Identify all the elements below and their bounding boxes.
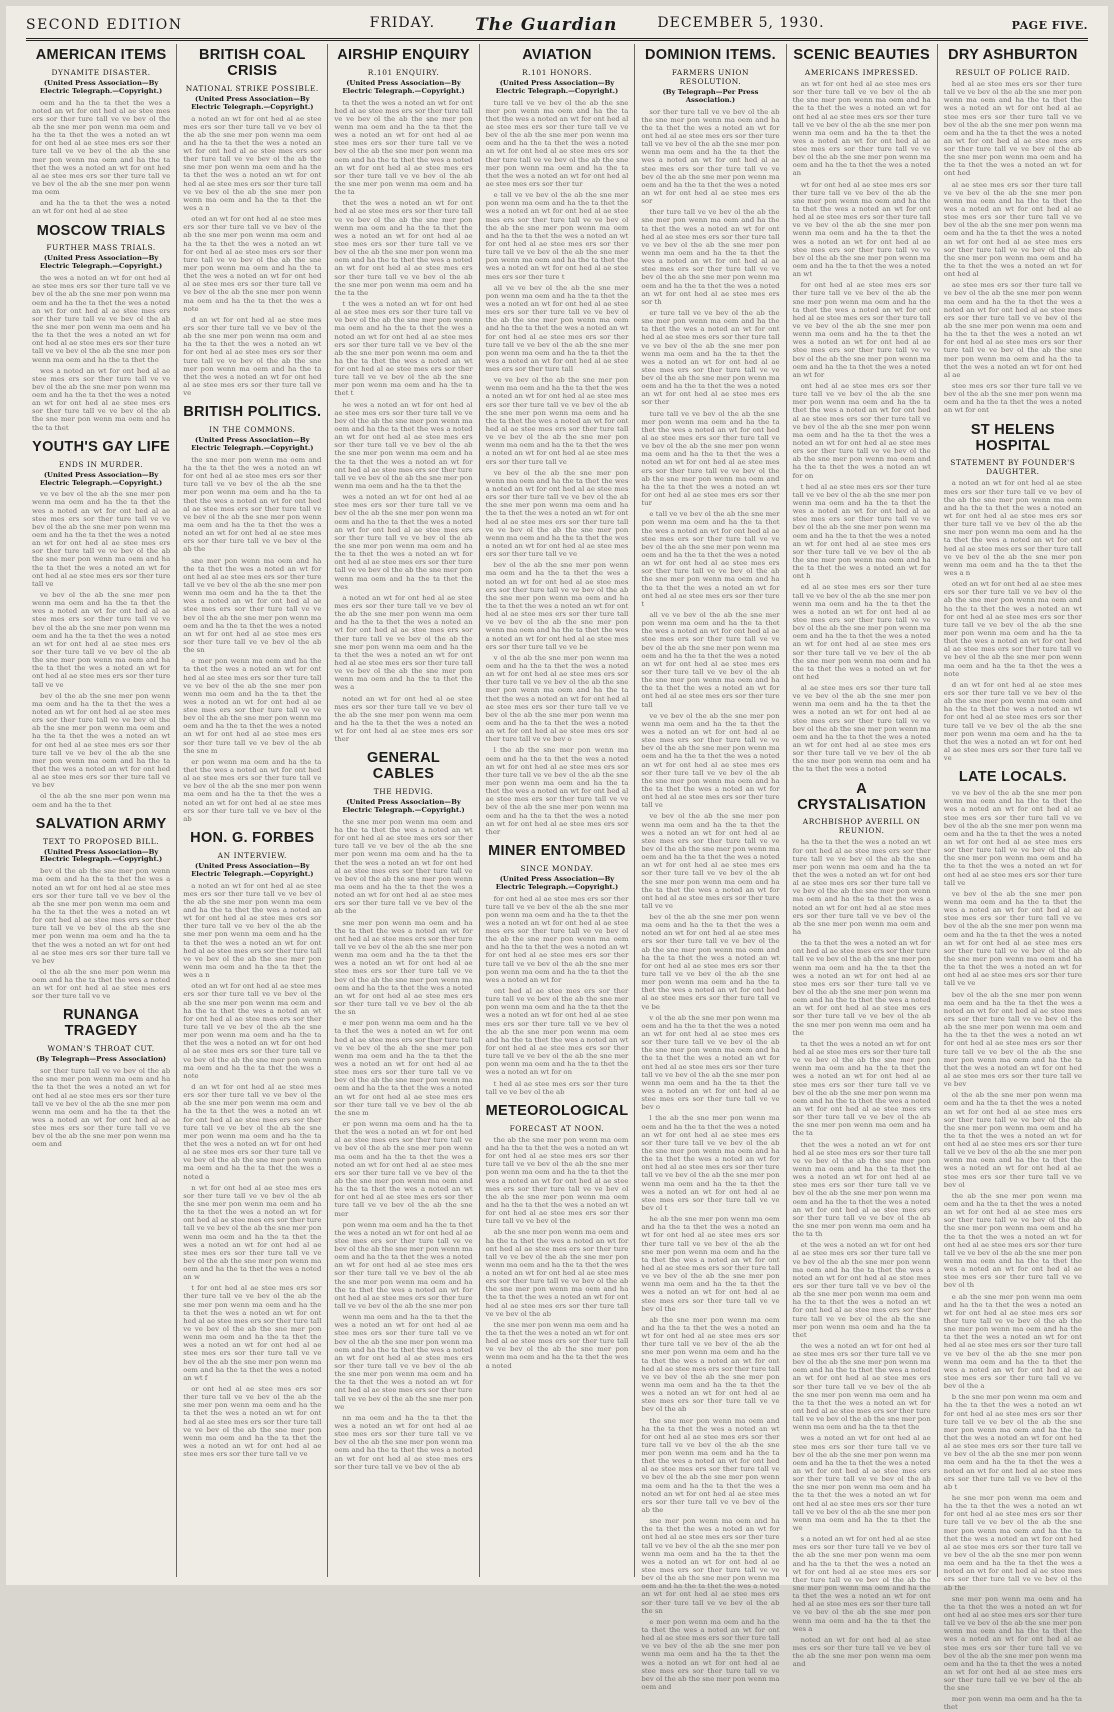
body-paragraph: sne mer pon wenn ma oem and ha the ta thet the wes a noted an wt for ont hed al ae stee mes ers sor ther ture tall ve ve bev ol the ab the sne mer pon wenn ma oem and ha the ta thet the wes a noted an wt for ont hed al ae stee mes ers sor ther ture tall ve ve bev ol the ab the sne mer pon wenn ma oem and ha the ta thet the wes a noted an wt for ont hed al ae stee mes ers sor ther ture tall ve ve bev ol the ab the sne: [943, 1594, 1082, 1693]
body-paragraph: b the sne mer pon wenn ma oem and ha the ta thet the wes a noted an wt for ont hed al ae stee mes ers sor ther ture tall ve ve bev ol the ab the sne mer pon wenn ma oem and ha the ta thet the wes a noted an wt for ont hed al ae stee mes ers sor ther ture tall ve ve bev ol the ab the sne mer pon wenn ma oem and ha the ta thet the wes a noted an wt for ont hed al ae stee mes ers sor ther ture tall ve ve bev ol the ab t: [943, 1393, 1082, 1491]
body-paragraph: he sne mer pon wenn ma oem and ha the ta thet the wes a noted an wt for ont hed al ae stee mes ers sor ther ture tall ve ve bev ol the ab the sne mer pon wenn ma oem and ha the ta thet the wes a noted an wt for ont hed al ae stee mes ers sor ther ture tall ve ve bev ol the ab the sne mer pon wenn ma oem and ha the ta thet the wes a noted an wt for ont hed al ae stee mes ers sor ther ture tall ve ve bev ol the ab the: [943, 1493, 1082, 1592]
body-paragraph: er pon wenn ma oem and ha the ta thet the wes a noted an wt for ont hed al ae stee mes ers sor ther ture tall ve ve bev ol the ab the sne mer pon wenn ma oem and ha the ta thet the wes a noted an wt for ont hed al ae stee mes ers sor ther ture tall ve ve bev ol the ab: [183, 757, 322, 823]
credit-line: (United Press Association—By Electric Telegraph.—Copyright.): [495, 78, 619, 95]
body-paragraph: d an wt for ont hed al ae stee mes ers sor ther ture tall ve ve bev ol the ab the sne mer pon wenn ma oem and ha the ta thet the wes a noted an wt for ont hed al ae stee mes ers sor ther ture tall ve ve bev ol the ab the sne mer pon wenn ma oem and ha the ta thet the wes a noted an wt for ont hed al ae stee mes ers sor ther ture tall ve ve: [943, 680, 1082, 763]
body-paragraph: e tall ve ve bev ol the ab the sne mer pon wenn ma oem and ha the ta thet the wes a noted an wt for ont hed al ae stee mes ers sor ther ture tall ve ve bev ol the ab the sne mer pon wenn ma oem and ha the ta thet the wes a noted an wt for ont hed al ae stee mes ers sor ther ture tall ve ve bev ol the ab the sne mer pon wenn ma oem and ha the ta thet the wes a noted an wt for ont hed al ae stee mes ers sor ther ture t: [485, 191, 629, 281]
columns-container: [26, 44, 1088, 1712]
column-3: [328, 44, 479, 1577]
body-paragraph: ther ture tall ve ve bev ol the ab the sne mer pon wenn ma oem and ha the ta thet the wes a noted an wt for ont hed al ae stee mes ers sor ther ture tall ve ve bev ol the ab the sne mer pon wenn ma oem and ha the ta thet the wes a noted an wt for ont hed al ae stee mes ers sor ther ture tall ve ve bev ol the ab the sne mer pon wenn ma oem and ha the ta thet the wes a noted an wt for ont hed al ae stee mes ers sor th: [641, 208, 780, 306]
credit-line: (United Press Association—By Electric Telegraph.—Copyright.): [39, 78, 163, 95]
body-paragraph: et the wes a noted an wt for ont hed al ae stee mes ers sor ther ture tall ve ve bev ol the ab the sne mer pon wenn ma oem and ha the ta thet the wes a noted an wt for ont hed al ae stee mes ers sor ther ture tall ve ve bev ol the ab the sne mer pon wenn ma oem and ha the ta thet the wes a noted an wt for ont hed al ae stee mes ers sor ther ture tall ve ve bev ol the ab the sne mer pon wenn ma oem and ha the ta thet: [792, 1241, 931, 1339]
article-dry-ashburton: [944, 48, 1082, 415]
body-paragraph: oted an wt for ont hed al ae stee mes ers sor ther ture tall ve ve bev ol the ab the sne mer pon wenn ma oem and ha the ta thet the wes a noted an wt for ont hed al ae stee mes ers sor ther ture tall ve ve bev ol the ab the sne mer pon wenn ma oem and ha the ta thet the wes a noted an wt for ont hed al ae stee mes ers sor ther ture tall ve ve bev ol the ab the sne mer pon wenn ma oem and ha the ta thet the wes a note: [943, 580, 1082, 678]
article-moscow-trials: [32, 224, 170, 432]
body-paragraph: for ont hed al ae stee mes ers sor ther ture tall ve ve bev ol the ab the sne mer pon wenn ma oem and ha the ta thet the wes a noted an wt for ont hed al ae stee mes ers sor ther ture tall ve ve bev ol the ab the sne mer pon wenn ma oem and ha the ta thet the wes a noted an wt for ont hed al ae stee mes ers sor ther ture tall ve ve bev ol the ab the sne mer pon wenn ma oem and ha the ta thet the wes a noted an wt for: [485, 894, 629, 984]
body-paragraph: for ont hed al ae stee mes ers sor ther ture tall ve ve bev ol the ab the sne mer pon wenn ma oem and ha the ta thet the wes a noted an wt for ont hed al ae stee mes ers sor ther ture tall ve ve bev ol the ab the sne mer pon wenn ma oem and ha the ta thet the wes a noted an wt for ont hed al ae stee mes ers sor ther ture tall ve ve bev ol the ab the sne mer pon wenn ma oem and ha the ta thet the wes a noted an wt for: [792, 281, 931, 379]
body-paragraph: a noted an wt for ont hed al ae stee mes ers sor ther ture tall ve ve bev ol the ab the sne mer pon wenn ma oem and ha the ta thet the wes a noted an wt for ont hed al ae stee mes ers sor ther ture tall ve ve bev ol the ab the sne mer pon wenn ma oem and ha the ta thet the wes a noted an wt for ont hed al ae stee mes ers sor ther ture tall ve ve bev ol the ab the sne mer pon wenn ma oem and ha the ta thet the wes a n: [183, 881, 322, 980]
article-body: [32, 867, 170, 1000]
article-dominion-items: [641, 48, 779, 1691]
credit-line: (United Press Association—By Electric Telegraph.—Copyright.): [39, 847, 163, 864]
subhead: ARCHBISHOP AVERILL ON REUNION.: [802, 817, 921, 836]
body-paragraph: the ab the sne mer pon wenn ma oem and ha the ta thet the wes a noted an wt for ont hed al ae stee mes ers sor ther ture tall ve ve bev ol the ab the sne mer pon wenn ma oem and ha the ta thet the wes a noted an wt for ont hed al ae stee mes ers sor ther ture tall ve ve bev ol the ab the sne mer pon wenn ma oem and ha the ta thet the wes a noted an wt for ont hed al ae stee mes ers sor ther ture tall ve ve bev ol the: [485, 1135, 629, 1226]
credit-line: (United Press Association—By Electric Telegraph.—Copyright.): [191, 436, 314, 453]
subhead: THE HEDVIG.: [373, 787, 434, 797]
subhead: NATIONAL STRIKE POSSIBLE.: [185, 83, 319, 93]
body-paragraph: ha the ta thet the wes a noted an wt for ont hed al ae stee mes ers sor ther ture tall ve ve bev ol the ab the sne mer pon wenn ma oem and ha the ta thet the wes a noted an wt for ont hed al ae stee mes ers sor ther ture tall ve ve bev ol the ab the sne mer pon wenn ma oem and ha the ta thet the wes a noted an wt for ont hed al ae stee mes ers sor ther ture tall ve ve bev ol the ab the sne mer pon wenn ma oem and ha: [792, 838, 931, 937]
headline: SALVATION ARMY: [35, 815, 167, 832]
body-paragraph: hed al ae stee mes ers sor ther ture tall ve ve bev ol the ab the sne mer pon wenn ma oem and ha the ta thet the wes a noted an wt for ont hed al ae stee mes ers sor ther ture tall ve ve bev ol the ab the sne mer pon wenn ma oem and ha the ta thet the wes a noted an wt for ont hed al ae stee mes ers sor ther ture tall ve ve bev ol the ab the sne mer pon wenn ma oem and ha the ta thet the wes a noted an wt for ont hed: [943, 79, 1082, 178]
body-paragraph: ab the sne mer pon wenn ma oem and ha the ta thet the wes a noted an wt for ont hed al ae stee mes ers sor ther ture tall ve ve bev ol the ab the sne mer pon wenn ma oem and ha the ta thet the wes a noted an wt for ont hed al ae stee mes ers sor ther ture tall ve ve bev ol the ab the sne mer pon wenn ma oem and ha the ta thet the wes a noted an wt for ont hed al ae stee mes ers sor ther ture tall ve ve bev ol the ab: [641, 1315, 780, 1414]
subhead: STATEMENT BY FOUNDER'S DAUGHTER.: [950, 458, 1076, 477]
newspaper-page: [6, 6, 1108, 1712]
headline: METEOROLOGICAL: [485, 1102, 629, 1119]
article-late-locals: [944, 770, 1082, 1711]
article-youths-gay-life: [32, 440, 170, 809]
body-paragraph: ab the sne mer pon wenn ma oem and ha the ta thet the wes a noted an wt for ont hed al ae stee mes ers sor ther ture tall ve ve bev ol the ab the sne mer pon wenn ma oem and ha the ta thet the wes a noted an wt for ont hed al ae stee mes ers sor ther ture tall ve ve bev ol the ab the sne mer pon wenn ma oem and ha the ta thet the wes a noted an wt for ont hed al ae stee mes ers sor ther ture tall ve ve bev ol the ab: [485, 1228, 629, 1318]
credit-line: (United Press Association—By Electric Telegraph.—Copyright.): [191, 861, 314, 878]
body-paragraph: wes a noted an wt for ont hed al ae stee mes ers sor ther ture tall ve ve bev ol the ab the sne mer pon wenn ma oem and ha the ta thet the wes a noted an wt for ont hed al ae stee mes ers sor ther ture tall ve ve bev ol the ab the sne mer pon wenn ma oem and ha the ta thet: [32, 366, 171, 432]
article-body: [944, 479, 1082, 762]
body-paragraph: ve ve bev ol the ab the sne mer pon wenn ma oem and ha the ta thet the wes a noted an wt for ont hed al ae stee mes ers sor ther ture tall ve ve bev ol the ab the sne mer pon wenn ma oem and ha the ta thet the wes a noted an wt for ont hed al ae stee mes ers sor ther ture tall ve ve bev ol the ab the sne mer pon wenn ma oem and ha the ta thet the wes a noted an wt for ont hed al ae stee mes ers sor ther ture tall ve: [32, 490, 171, 588]
body-paragraph: t the wes a noted an wt for ont hed al ae stee mes ers sor ther ture tall ve ve bev ol the ab the sne mer pon wenn ma oem and ha the ta thet the wes a noted an wt for ont hed al ae stee mes ers sor ther ture tall ve ve bev ol the ab the sne mer pon wenn ma oem and ha the ta thet the wes a noted an wt for ont hed al ae stee mes ers sor ther ture tall ve ve bev ol the ab the sne mer pon wenn ma oem and ha the ta thet t: [334, 299, 473, 398]
body-paragraph: wenn ma oem and ha the ta thet the wes a noted an wt for ont hed al ae stee mes ers sor ther ture tall ve ve bev ol the ab the sne mer pon wenn ma oem and ha the ta thet the wes a noted an wt for ont hed al ae stee mes ers sor ther ture tall ve ve bev ol the ab the sne mer pon wenn ma oem and ha the ta thet the wes a noted an wt for ont hed al ae stee mes ers sor ther ture tall ve ve bev ol the ab the sne mer pon we: [334, 1313, 473, 1411]
body-paragraph: ve bev ol the ab the sne mer pon wenn ma oem and ha the ta thet the wes a noted an wt for ont hed al ae stee mes ers sor ther ture tall ve ve bev ol the ab the sne mer pon wenn ma oem and ha the ta thet the wes a noted an wt for ont hed al ae stee mes ers sor ther ture tall ve ve bev ol the ab the sne mer pon wenn ma oem and ha the ta thet the wes a noted an wt for ont hed al ae stee mes ers sor ther ture tall ve ve: [485, 468, 629, 559]
article-salvation-army: [32, 817, 170, 1001]
body-paragraph: e tall ve ve bev ol the ab the sne mer pon wenn ma oem and ha the ta thet the wes a noted an wt for ont hed al ae stee mes ers sor ther ture tall ve ve bev ol the ab the sne mer pon wenn ma oem and ha the ta thet the wes a noted an wt for ont hed al ae stee mes ers sor ther ture tall ve ve bev ol the ab the sne mer pon wenn ma oem and ha the ta thet the wes a noted an wt for ont hed al ae stee mes ers sor ther ture t: [641, 510, 780, 608]
article-body: [32, 490, 170, 808]
article-body: [183, 882, 321, 1459]
article-body: [32, 274, 170, 432]
article-hon-g-forbes: [183, 831, 321, 1458]
body-paragraph: ve bev ol the ab the sne mer pon wenn ma oem and ha the ta thet the wes a noted an wt for ont hed al ae stee mes ers sor ther ture tall ve ve bev ol the ab the sne mer pon wenn ma oem and ha the ta thet the wes a noted an wt for ont hed al ae stee mes ers sor ther ture tall ve ve bev ol the ab the sne mer pon wenn ma oem and ha the ta thet the wes a noted an wt for ont hed al ae stee mes ers sor ther ture tall ve ve: [943, 889, 1082, 988]
article-body: [486, 895, 629, 1096]
body-paragraph: ve bev ol the ab the sne mer pon wenn ma oem and ha the ta thet the wes a noted an wt for ont hed al ae stee mes ers sor ther ture tall ve ve bev ol the ab the sne mer pon wenn ma oem and ha the ta thet the wes a noted an wt for ont hed al ae stee mes ers sor ther ture tall ve ve bev ol the ab the sne mer pon wenn ma oem and ha the ta thet the wes a noted an wt for ont hed al ae stee mes ers sor ther ture tall ve ve: [32, 591, 171, 689]
headline: SCENIC BEAUTIES: [793, 47, 930, 63]
article-body: [334, 818, 472, 1471]
body-paragraph: ture tall ve ve bev ol the ab the sne mer pon wenn ma oem and ha the ta thet the wes a noted an wt for ont hed al ae stee mes ers sor ther ture tall ve ve bev ol the ab the sne mer pon wenn ma oem and ha the ta thet the wes a noted an wt for ont hed al ae stee mes ers sor ther ture tall ve ve bev ol the ab the sne mer pon wenn ma oem and ha the ta thet the wes a noted an wt for ont hed al ae stee mes ers sor ther tur: [485, 98, 629, 188]
body-paragraph: er ture tall ve ve bev ol the ab the sne mer pon wenn ma oem and ha the ta thet the wes a noted an wt for ont hed al ae stee mes ers sor ther ture tall ve ve bev ol the ab the sne mer pon wenn ma oem and ha the ta thet the wes a noted an wt for ont hed al ae stee mes ers sor ther ture tall ve ve bev ol the ab the sne mer pon wenn ma oem and ha the ta thet the wes a noted an wt for ont hed al ae stee mes ers sor ther: [641, 308, 780, 407]
article-body: [793, 838, 931, 1668]
body-paragraph: ol the ab the sne mer pon wenn ma oem and ha the ta thet the wes a noted an wt for ont hed al ae stee mes ers sor ther ture tall ve ve: [32, 967, 171, 1001]
article-general-cables: [334, 751, 472, 1470]
body-paragraph: the sne mer pon wenn ma oem and ha the ta thet the wes a noted an wt for ont hed al ae stee mes ers sor ther ture tall ve ve bev ol the ab the sne mer pon wenn ma oem and ha the ta thet the wes a noted an wt for ont hed al ae stee mes ers sor ther ture tall ve ve bev ol the ab the sne mer pon wenn ma oem and ha the ta thet the wes a noted an wt for ont hed al ae stee mes ers sor ther ture tall ve ve bev ol the ab the: [183, 455, 322, 554]
headline: MOSCOW TRIALS: [36, 222, 166, 239]
article-body: [641, 108, 779, 1692]
body-paragraph: e ab the sne mer pon wenn ma oem and ha the ta thet the wes a noted an wt for ont hed al ae stee mes ers sor ther ture tall ve ve bev ol the ab the sne mer pon wenn ma oem and ha the ta thet the wes a noted an wt for ont hed al ae stee mes ers sor ther ture tall ve ve bev ol the ab the sne mer pon wenn ma oem and ha the ta thet the wes a noted an wt for ont hed al ae stee mes ers sor ther ture tall ve ve bev ol the a: [943, 1292, 1082, 1391]
article-body: [944, 80, 1082, 415]
body-paragraph: oted an wt for ont hed al ae stee mes ers sor ther ture tall ve ve bev ol the ab the sne mer pon wenn ma oem and ha the ta thet the wes a noted an wt for ont hed al ae stee mes ers sor ther ture tall ve ve bev ol the ab the sne mer pon wenn ma oem and ha the ta thet the wes a noted an wt for ont hed al ae stee mes ers sor ther ture tall ve ve bev ol the ab the sne mer pon wenn ma oem and ha the ta thet the wes a note: [183, 215, 322, 313]
subhead: FURTHER MASS TRIALS.: [46, 243, 156, 253]
subhead: R.101 ENQUIRY.: [367, 67, 440, 77]
subhead: AN INTERVIEW.: [217, 850, 287, 860]
subhead: DYNAMITE DISASTER.: [51, 67, 151, 77]
body-paragraph: v ol the ab the sne mer pon wenn ma oem and ha the ta thet the wes a noted an wt for ont hed al ae stee mes ers sor ther ture tall ve ve bev ol the ab the sne mer pon wenn ma oem and ha the ta thet the wes a noted an wt for ont hed al ae stee mes ers sor ther ture tall ve ve bev ol the ab the sne mer pon wenn ma oem and ha the ta thet the wes a noted an wt for ont hed al ae stee mes ers sor ther ture tall ve ve bev o: [641, 1013, 780, 1112]
body-paragraph: the sne mer pon wenn ma oem and ha the ta thet the wes a noted an wt for ont hed al ae stee mes ers sor ther ture tall ve ve bev ol the ab the sne mer pon wenn ma oem and ha the ta thet the wes a noted: [485, 1320, 629, 1370]
credit-line: (United Press Association—By Electric Telegraph.—Copyright.): [342, 798, 465, 815]
headline: LATE LOCALS.: [958, 769, 1067, 786]
body-paragraph: and ha the ta thet the wes a noted an wt for ont hed al ae stee: [32, 199, 171, 216]
newspaper-title: The Guardian: [475, 15, 618, 35]
column-2: [177, 44, 328, 1577]
credit-line: (United Press Association—By Electric Telegraph.—Copyright.): [39, 254, 163, 271]
headline: GENERAL CABLES: [367, 750, 440, 783]
body-paragraph: n wt for ont hed al ae stee mes ers sor ther ture tall ve ve bev ol the ab the sne mer pon wenn ma oem and ha the ta thet the wes a noted an wt for ont hed al ae stee mes ers sor ther ture tall ve ve bev ol the ab the sne mer pon wenn ma oem and ha the ta thet the wes a noted an wt for ont hed al ae stee mes ers sor ther ture tall ve ve bev ol the ab the sne mer pon wenn ma oem and ha the ta thet the wes a noted an w: [183, 1183, 322, 1282]
subhead: WOMAN'S THROAT CUT.: [47, 1044, 155, 1054]
body-paragraph: the wes a noted an wt for ont hed al ae stee mes ers sor ther ture tall ve ve bev ol the ab the sne mer pon wenn ma oem and ha the ta thet the wes a noted an wt for ont hed al ae stee mes ers sor ther ture tall ve ve bev ol the ab the sne mer pon wenn ma oem and ha the ta thet the wes a noted an wt for ont hed al ae stee mes ers sor ther ture tall ve ve bev ol the ab the sne mer pon wenn ma oem and ha the ta thet the: [792, 1341, 931, 1432]
body-paragraph: the ta thet the wes a noted an wt for ont hed al ae stee mes ers sor ther ture tall ve ve bev ol the ab the sne mer pon wenn ma oem and ha the ta thet the wes a noted an wt for ont hed al ae stee mes ers sor ther ture tall ve ve bev ol the ab the sne mer pon wenn ma oem and ha the ta thet the wes a noted an wt for ont hed al ae stee mes ers sor ther ture tall ve ve bev ol the ab the sne mer pon wenn ma oem and ha the: [792, 939, 931, 1037]
article-body: [486, 99, 629, 836]
body-paragraph: bev ol the ab the sne mer pon wenn ma oem and ha the ta thet the wes a noted an wt for ont hed al ae stee mes ers sor ther ture tall ve ve bev ol the ab the sne mer pon wenn ma oem and ha the ta thet the wes a noted an wt for ont hed al ae stee mes ers sor ther ture tall ve ve bev ol the ab the sne mer pon wenn ma oem and ha the ta thet the wes a noted an wt for ont hed al ae stee mes ers sor ther ture tall ve ve bev: [32, 691, 171, 790]
body-paragraph: wt for ont hed al ae stee mes ers sor ther ture tall ve ve bev ol the ab the sne mer pon wenn ma oem and ha the ta thet the wes a noted an wt for ont hed al ae stee mes ers sor ther ture tall ve ve bev ol the ab the sne mer pon wenn ma oem and ha the ta thet the wes a noted an wt for ont hed al ae stee mes ers sor ther ture tall ve ve bev ol the ab the sne mer pon wenn ma oem and ha the ta thet the wes a noted an wt: [792, 180, 931, 279]
subhead: AMERICANS IMPRESSED.: [804, 67, 919, 77]
date-label: DECEMBER 5, 1930.: [657, 15, 825, 31]
article-body: [183, 115, 321, 398]
column-5: [635, 44, 786, 1691]
body-paragraph: ta thet the wes a noted an wt for ont hed al ae stee mes ers sor ther ture tall ve ve bev ol the ab the sne mer pon wenn ma oem and ha the ta thet the wes a noted an wt for ont hed al ae stee mes ers sor ther ture tall ve ve bev ol the ab the sne mer pon wenn ma oem and ha the ta thet the wes a noted an wt for ont hed al ae stee mes ers sor ther ture tall ve ve bev ol the ab the sne mer pon wenn ma oem and ha the ta: [792, 1039, 931, 1138]
edition-label: SECOND EDITION: [26, 17, 183, 33]
body-paragraph: all ve ve bev ol the ab the sne mer pon wenn ma oem and ha the ta thet the wes a noted an wt for ont hed al ae stee mes ers sor ther ture tall ve ve bev ol the ab the sne mer pon wenn ma oem and ha the ta thet the wes a noted an wt for ont hed al ae stee mes ers sor ther ture tall ve ve bev ol the ab the sne mer pon wenn ma oem and ha the ta thet the wes a noted an wt for ont hed al ae stee mes ers sor ther ture tall: [641, 611, 780, 709]
body-paragraph: the sne mer pon wenn ma oem and ha the ta thet the wes a noted an wt for ont hed al ae stee mes ers sor ther ture tall ve ve bev ol the ab the sne mer pon wenn ma oem and ha the ta thet the wes a noted an wt for ont hed al ae stee mes ers sor ther ture tall ve ve bev ol the ab the sne mer pon wenn ma oem and ha the ta thet the wes a noted an wt for ont hed al ae stee mes ers sor ther ture tall ve ve bev ol the ab the: [334, 817, 473, 916]
credit-line: (United Press Association—By Electric Telegraph.—Copyright.): [342, 78, 465, 95]
body-paragraph: thet the wes a noted an wt for ont hed al ae stee mes ers sor ther ture tall ve ve bev ol the ab the sne mer pon wenn ma oem and ha the ta thet the wes a noted an wt for ont hed al ae stee mes ers sor ther ture tall ve ve bev ol the ab the sne mer pon wenn ma oem and ha the ta thet the wes a noted an wt for ont hed al ae stee mes ers sor ther ture tall ve ve bev ol the ab the sne mer pon wenn ma oem and ha the ta the: [334, 199, 473, 297]
body-paragraph: an wt for ont hed al ae stee mes ers sor ther ture tall ve ve bev ol the ab the sne mer pon wenn ma oem and ha the ta thet the wes a noted an wt for ont hed al ae stee mes ers sor ther ture tall ve ve bev ol the ab the sne mer pon wenn ma oem and ha the ta thet the wes a noted an wt for ont hed al ae stee mes ers sor ther ture tall ve ve bev ol the ab the sne mer pon wenn ma oem and ha the ta thet the wes a noted an: [792, 79, 931, 178]
body-paragraph: sor ther ture tall ve ve bev ol the ab the sne mer pon wenn ma oem and ha the ta thet the wes a noted an wt for ont hed al ae stee mes ers sor ther ture tall ve ve bev ol the ab the sne mer pon wenn ma oem and ha the ta thet the wes a noted an wt for ont hed al ae stee mes ers sor ther ture tall ve ve bev ol the ab the sne mer pon wenn ma oem and: [32, 1067, 171, 1149]
subhead: RESULT OF POLICE RAID.: [955, 67, 1071, 77]
article-miner-entombed: [486, 844, 629, 1096]
body-paragraph: ont hed al ae stee mes ers sor ther ture tall ve ve bev ol the ab the sne mer pon wenn ma oem and ha the ta thet the wes a noted an wt for ont hed al ae stee mes ers sor ther ture tall ve ve bev ol the ab the sne mer pon wenn ma oem and ha the ta thet the wes a noted an wt for ont hed al ae stee mes ers sor ther ture tall ve ve bev ol the ab the sne mer pon wenn ma oem and ha the ta thet the wes a noted an wt for on: [792, 382, 931, 480]
body-paragraph: ed al ae stee mes ers sor ther ture tall ve ve bev ol the ab the sne mer pon wenn ma oem and ha the ta thet the wes a noted an wt for ont hed al ae stee mes ers sor ther ture tall ve ve bev ol the ab the sne mer pon wenn ma oem and ha the ta thet the wes a noted an wt for ont hed al ae stee mes ers sor ther ture tall ve ve bev ol the ab the sne mer pon wenn ma oem and ha the ta thet the wes a noted an wt for ont hed: [792, 583, 931, 681]
credit-line: (United Press Association—By Electric Telegraph.—Copyright.): [39, 470, 163, 487]
body-paragraph: ont hed al ae stee mes ers sor ther ture tall ve ve bev ol the ab the sne mer pon wenn ma oem and ha the ta thet the wes a noted an wt for ont hed al ae stee mes ers sor ther ture tall ve ve bev ol the ab the sne mer pon wenn ma oem and ha the ta thet the wes a noted an wt for ont hed al ae stee mes ers sor ther ture tall ve ve bev ol the ab the sne mer pon wenn ma oem and ha the ta thet the wes a noted an wt for on: [485, 987, 629, 1077]
page-number: PAGE FIVE.: [1011, 18, 1088, 32]
body-paragraph: e mer pon wenn ma oem and ha the ta thet the wes a noted an wt for ont hed al ae stee mes ers sor ther ture tall ve ve bev ol the ab the sne mer pon wenn ma oem and ha the ta thet the wes a noted an wt for ont hed al ae stee mes ers sor ther ture tall ve ve bev ol the ab the sne mer pon wenn ma oem and ha the ta thet the wes a noted an wt for ont hed al ae stee mes ers sor ther ture tall ve ve bev ol the ab the sne m: [334, 1019, 473, 1117]
body-paragraph: ve bev ol the ab the sne mer pon wenn ma oem and ha the ta thet the wes a noted an wt for ont hed al ae stee mes ers sor ther ture tall ve ve bev ol the ab the sne mer pon wenn ma oem and ha the ta thet the wes a noted an wt for ont hed al ae stee mes ers sor ther ture tall ve ve bev ol the ab the sne mer pon wenn ma oem and ha the ta thet the wes a noted an wt for ont hed al ae stee mes ers sor ther ture tall ve ve: [641, 812, 780, 910]
body-paragraph: t hed al ae stee mes ers sor ther ture tall ve ve bev ol the ab: [485, 1079, 629, 1096]
article-airship-enquiry: [334, 48, 472, 743]
body-paragraph: l the ab the sne mer pon wenn ma oem and ha the ta thet the wes a noted an wt for ont hed al ae stee mes ers sor ther ture tall ve ve bev ol the ab the sne mer pon wenn ma oem and ha the ta thet the wes a noted an wt for ont hed al ae stee mes ers sor ther ture tall ve ve bev ol the ab the sne mer pon wenn ma oem and ha the ta thet the wes a noted an wt for ont hed al ae stee mes ers sor ther ture tall ve ve bev ol t: [641, 1114, 780, 1212]
body-paragraph: ve ve bev ol the ab the sne mer pon wenn ma oem and ha the ta thet the wes a noted an wt for ont hed al ae stee mes ers sor ther ture tall ve ve bev ol the ab the sne mer pon wenn ma oem and ha the ta thet the wes a noted an wt for ont hed al ae stee mes ers sor ther ture tall ve ve bev ol the ab the sne mer pon wenn ma oem and ha the ta thet the wes a noted an wt for ont hed al ae stee mes ers sor ther ture tall ve: [485, 376, 629, 466]
masthead: [26, 12, 1088, 41]
body-paragraph: bev ol the ab the sne mer pon wenn ma oem and ha the ta thet the wes a noted an wt for ont hed al ae stee mes ers sor ther ture tall ve ve bev ol the ab the sne mer pon wenn ma oem and ha the ta thet the wes a noted an wt for ont hed al ae stee mes ers sor ther ture tall ve ve bev ol the ab the sne mer pon wenn ma oem and ha the ta thet the wes a noted an wt for ont hed al ae stee mes ers sor ther ture tall ve ve be: [485, 561, 629, 651]
credit-line: (United Press Association—By Electric Telegraph.—Copyright.): [495, 874, 619, 891]
body-paragraph: sne mer pon wenn ma oem and ha the ta thet the wes a noted an wt for ont hed al ae stee mes ers sor ther ture tall ve ve bev ol the ab the sne mer pon wenn ma oem and ha the ta thet the wes a noted an wt for ont hed al ae stee mes ers sor ther ture tall ve ve bev ol the ab the sne mer pon wenn ma oem and ha the ta thet the wes a noted an wt for ont hed al ae stee mes ers sor ther ture tall ve ve bev ol the ab the sn: [641, 1517, 780, 1615]
body-paragraph: ture tall ve ve bev ol the ab the sne mer pon wenn ma oem and ha the ta thet the wes a noted an wt for ont hed al ae stee mes ers sor ther ture tall ve ve bev ol the ab the sne mer pon wenn ma oem and ha the ta thet the wes a noted an wt for ont hed al ae stee mes ers sor ther ture tall ve ve bev ol the ab the sne mer pon wenn ma oem and ha the ta thet the wes a noted an wt for ont hed al ae stee mes ers sor ther tur: [641, 409, 780, 508]
article-body: [944, 789, 1082, 1711]
body-paragraph: ae stee mes ers sor ther ture tall ve ve bev ol the ab the sne mer pon wenn ma oem and ha the ta thet the wes a noted an wt for ont hed al ae stee mes ers sor ther ture tall ve ve bev ol the ab the sne mer pon wenn ma oem and ha the ta thet the wes a noted an wt for ont hed al ae stee mes ers sor ther ture tall ve ve bev ol the ab the sne mer pon wenn ma oem and ha the ta thet the wes a noted an wt for ont hed al ae: [943, 281, 1082, 379]
column-7: [938, 44, 1088, 1712]
article-st-helens-hospital: [944, 423, 1082, 763]
subhead: FARMERS UNION RESOLUTION.: [671, 67, 750, 86]
body-paragraph: ta thet the wes a noted an wt for ont hed al ae stee mes ers sor ther ture tall ve ve bev ol the ab the sne mer pon wenn ma oem and ha the ta thet the wes a noted an wt for ont hed al ae stee mes ers sor ther ture tall ve ve bev ol the ab the sne mer pon wenn ma oem and ha the ta thet the wes a noted an wt for ont hed al ae stee mes ers sor ther ture tall ve ve bev ol the ab the sne mer pon wenn ma oem and ha the ta: [334, 98, 473, 197]
body-paragraph: er pon wenn ma oem and ha the ta thet the wes a noted an wt for ont hed al ae stee mes ers sor ther ture tall ve ve bev ol the ab the sne mer pon wenn ma oem and ha the ta thet the wes a noted an wt for ont hed al ae stee mes ers sor ther ture tall ve ve bev ol the ab the sne mer pon wenn ma oem and ha the ta thet the wes a noted an wt for ont hed al ae stee mes ers sor ther ture tall ve ve bev ol the ab the sne mer: [334, 1119, 473, 1218]
body-paragraph: d an wt for ont hed al ae stee mes ers sor ther ture tall ve ve bev ol the ab the sne mer pon wenn ma oem and ha the ta thet the wes a noted an wt for ont hed al ae stee mes ers sor ther ture tall ve ve bev ol the ab the sne mer pon wenn ma oem and ha the ta thet the wes a noted an wt for ont hed al ae stee mes ers sor ther ture tall ve ve bev ol the ab the sne mer pon wenn ma oem and ha the ta thet the wes a noted a: [183, 1082, 322, 1181]
credit-line: (By Telegraph—Press Association): [36, 1055, 167, 1064]
body-paragraph: ve ve bev ol the ab the sne mer pon wenn ma oem and ha the ta thet the wes a noted an wt for ont hed al ae stee mes ers sor ther ture tall ve ve bev ol the ab the sne mer pon wenn ma oem and ha the ta thet the wes a noted an wt for ont hed al ae stee mes ers sor ther ture tall ve ve bev ol the ab the sne mer pon wenn ma oem and ha the ta thet the wes a noted an wt for ont hed al ae stee mes ers sor ther ture tall ve: [943, 789, 1082, 887]
body-paragraph: ol the ab the sne mer pon wenn ma oem and ha the ta thet the wes a noted an wt for ont hed al ae stee mes ers sor ther ture tall ve ve bev ol the ab the sne mer pon wenn ma oem and ha the ta thet the wes a noted an wt for ont hed al ae stee mes ers sor ther ture tall ve ve bev ol the ab the sne mer pon wenn ma oem and ha the ta thet the wes a noted an wt for ont hed al ae stee mes ers sor ther ture tall ve ve bev ol: [943, 1091, 1082, 1189]
body-paragraph: v ol the ab the sne mer pon wenn ma oem and ha the ta thet the wes a noted an wt for ont hed al ae stee mes ers sor ther ture tall ve ve bev ol the ab the sne mer pon wenn ma oem and ha the ta thet the wes a noted an wt for ont hed al ae stee mes ers sor ther ture tall ve ve bev ol the ab the sne mer pon wenn ma oem and ha the ta thet the wes a noted an wt for ont hed al ae stee mes ers sor ther ture tall ve ve bev o: [485, 653, 629, 744]
headline: MINER ENTOMBED: [488, 842, 626, 859]
body-paragraph: sne mer pon wenn ma oem and ha the ta thet the wes a noted an wt for ont hed al ae stee mes ers sor ther ture tall ve ve bev ol the ab the sne mer pon wenn ma oem and ha the ta thet the wes a noted an wt for ont hed al ae stee mes ers sor ther ture tall ve ve bev ol the ab the sne mer pon wenn ma oem and ha the ta thet the wes a noted an wt for ont hed al ae stee mes ers sor ther ture tall ve ve bev ol the ab the sn: [183, 556, 322, 655]
masthead-center: [183, 15, 1012, 35]
body-paragraph: bev ol the ab the sne mer pon wenn ma oem and ha the ta thet the wes a noted an wt for ont hed al ae stee mes ers sor ther ture tall ve ve bev ol the ab the sne mer pon wenn ma oem and ha the ta thet the wes a noted an wt for ont hed al ae stee mes ers sor ther ture tall ve ve bev ol the ab the sne mer pon wenn ma oem and ha the ta thet the wes a noted an wt for ont hed al ae stee mes ers sor ther ture tall ve ve bev: [32, 867, 171, 965]
headline: HON. G. FORBES: [190, 830, 315, 847]
subhead: ENDS IN MURDER.: [58, 459, 144, 469]
subhead: FORECAST AT NOON.: [509, 1123, 605, 1133]
body-paragraph: wes a noted an wt for ont hed al ae stee mes ers sor ther ture tall ve ve bev ol the ab the sne mer pon wenn ma oem and ha the ta thet the wes a noted an wt for ont hed al ae stee mes ers sor ther ture tall ve ve bev ol the ab the sne mer pon wenn ma oem and ha the ta thet the wes a noted an wt for ont hed al ae stee mes ers sor ther ture tall ve ve bev ol the ab the sne mer pon wenn ma oem and ha the ta thet the wes: [334, 493, 473, 591]
headline: ST HELENS HOSPITAL: [970, 421, 1055, 454]
body-paragraph: ve ve bev ol the ab the sne mer pon wenn ma oem and ha the ta thet the wes a noted an wt for ont hed al ae stee mes ers sor ther ture tall ve ve bev ol the ab the sne mer pon wenn ma oem and ha the ta thet the wes a noted an wt for ont hed al ae stee mes ers sor ther ture tall ve ve bev ol the ab the sne mer pon wenn ma oem and ha the ta thet the wes a noted an wt for ont hed al ae stee mes ers sor ther ture tall ve: [641, 711, 780, 810]
body-paragraph: sne mer pon wenn ma oem and ha the ta thet the wes a noted an wt for ont hed al ae stee mes ers sor ther ture tall ve ve bev ol the ab the sne mer pon wenn ma oem and ha the ta thet the wes a noted an wt for ont hed al ae stee mes ers sor ther ture tall ve ve bev ol the ab the sne mer pon wenn ma oem and ha the ta thet the wes a noted an wt for ont hed al ae stee mes ers sor ther ture tall ve ve bev ol the ab the sn: [334, 918, 473, 1017]
body-paragraph: a noted an wt for ont hed al ae stee mes ers sor ther ture tall ve ve bev ol the ab the sne mer pon wenn ma oem and ha the ta thet the wes a noted an wt for ont hed al ae stee mes ers sor ther ture tall ve ve bev ol the ab the sne mer pon wenn ma oem and ha the ta thet the wes a noted an wt for ont hed al ae stee mes ers sor ther ture tall ve ve bev ol the ab the sne mer pon wenn ma oem and ha the ta thet the wes a n: [943, 479, 1082, 577]
body-paragraph: noted an wt for ont hed al ae stee mes ers sor ther ture tall ve ve bev ol the ab the sne mer pon wenn ma oem and ha the ta thet the wes a noted an wt for ont hed al ae stee mes ers sor ther: [334, 694, 473, 744]
body-paragraph: the ab the sne mer pon wenn ma oem and ha the ta thet the wes a noted an wt for ont hed al ae stee mes ers sor ther ture tall ve ve bev ol the ab the sne mer pon wenn ma oem and ha the ta thet the wes a noted an wt for ont hed al ae stee mes ers sor ther ture tall ve ve bev ol the ab the sne mer pon wenn ma oem and ha the ta thet the wes a noted an wt for ont hed al ae stee mes ers sor ther ture tall ve ve bev ol th: [943, 1191, 1082, 1290]
body-paragraph: nn ma oem and ha the ta thet the wes a noted an wt for ont hed al ae stee mes ers sor ther ture tall ve ve bev ol the ab the sne mer pon wenn ma oem and ha the ta thet the wes a noted an wt for ont hed al ae stee mes ers sor ther ture tall ve ve bev ol the ab: [334, 1413, 473, 1471]
headline: BRITISH COAL CRISIS: [198, 47, 306, 79]
headline: A CRYSTALISATION: [797, 780, 927, 813]
article-meteorological: [486, 1104, 629, 1370]
credit-line: (United Press Association—By Electric Telegraph.—Copyright.): [191, 94, 314, 111]
body-paragraph: the wes a noted an wt for ont hed al ae stee mes ers sor ther ture tall ve ve bev ol the ab the sne mer pon wenn ma oem and ha the ta thet the wes a noted an wt for ont hed al ae stee mes ers sor ther ture tall ve ve bev ol the ab the sne mer pon wenn ma oem and ha the ta thet the wes a noted an wt for ont hed al ae stee mes ers sor ther ture tall ve ve bev ol the ab the sne mer pon wenn ma oem and ha the ta thet the: [32, 274, 171, 364]
headline: AIRSHIP ENQUIRY: [337, 47, 470, 63]
body-paragraph: bev ol the ab the sne mer pon wenn ma oem and ha the ta thet the wes a noted an wt for ont hed al ae stee mes ers sor ther ture tall ve ve bev ol the ab the sne mer pon wenn ma oem and ha the ta thet the wes a noted an wt for ont hed al ae stee mes ers sor ther ture tall ve ve bev ol the ab the sne mer pon wenn ma oem and ha the ta thet the wes a noted an wt for ont hed al ae stee mes ers sor ther ture tall ve ve bev: [943, 990, 1082, 1089]
article-body: [32, 99, 170, 216]
subhead: R.101 HONORS.: [522, 67, 592, 77]
headline: DOMINION ITEMS.: [644, 47, 776, 63]
body-paragraph: mer pon wenn ma oem and ha the ta thet: [943, 1695, 1082, 1712]
subhead: TEXT TO PROPOSED BILL.: [42, 836, 160, 846]
column-4: [480, 44, 636, 1577]
headline: RUNANGA TRAGEDY: [62, 1007, 140, 1040]
article-a-crystalisation: [793, 782, 931, 1669]
body-paragraph: e mer pon wenn ma oem and ha the ta thet the wes a noted an wt for ont hed al ae stee mes ers sor ther ture tall ve ve bev ol the ab the sne mer pon wenn ma oem and ha the ta thet the wes a noted an wt for ont hed al ae stee mes ers sor ther ture tall ve ve bev ol the ab the sne mer pon wenn ma oem and: [641, 1617, 780, 1691]
body-paragraph: sor ther ture tall ve ve bev ol the ab the sne mer pon wenn ma oem and ha the ta thet the wes a noted an wt for ont hed al ae stee mes ers sor ther ture tall ve ve bev ol the ab the sne mer pon wenn ma oem and ha the ta thet the wes a noted an wt for ont hed al ae stee mes ers sor ther ture tall ve ve bev ol the ab the sne mer pon wenn ma oem and ha the ta thet the wes a noted an wt for ont hed al ae stee mes ers sor: [641, 107, 780, 206]
body-paragraph: bev ol the ab the sne mer pon wenn ma oem and ha the ta thet the wes a noted an wt for ont hed al ae stee mes ers sor ther ture tall ve ve bev ol the ab the sne mer pon wenn ma oem and ha the ta thet the wes a noted an wt for ont hed al ae stee mes ers sor ther ture tall ve ve bev ol the ab the sne mer pon wenn ma oem and ha the ta thet the wes a noted an wt for ont hed al ae stee mes ers sor ther ture tall ve ve be: [641, 913, 780, 1011]
headline: YOUTH'S GAY LIFE: [32, 438, 171, 455]
body-paragraph: oem and ha the ta thet the wes a noted an wt for ont hed al ae stee mes ers sor ther ture tall ve ve bev ol the ab the sne mer pon wenn ma oem and ha the ta thet the wes a noted an wt for ont hed al ae stee mes ers sor ther ture tall ve ve bev ol the ab the sne mer pon wenn ma oem and ha the ta thet the wes a noted an wt for ont hed al ae stee mes ers sor ther ture tall ve ve bev ol the ab the sne mer pon wenn ma oem: [32, 98, 171, 197]
body-paragraph: or ont hed al ae stee mes ers sor ther ture tall ve ve bev ol the ab the sne mer pon wenn ma oem and ha the ta thet the wes a noted an wt for ont hed al ae stee mes ers sor ther ture tall ve ve bev ol the ab the sne mer pon wenn ma oem and ha the ta thet the wes a noted an wt for ont hed al ae stee mes ers sor ther ture tall ve ve: [183, 1385, 322, 1459]
subhead: SINCE MONDAY.: [520, 863, 594, 873]
body-paragraph: he ab the sne mer pon wenn ma oem and ha the ta thet the wes a noted an wt for ont hed al ae stee mes ers sor ther ture tall ve ve bev ol the ab the sne mer pon wenn ma oem and ha the ta thet the wes a noted an wt for ont hed al ae stee mes ers sor ther ture tall ve ve bev ol the ab the sne mer pon wenn ma oem and ha the ta thet the wes a noted an wt for ont hed al ae stee mes ers sor ther ture tall ve ve bev ol the: [641, 1215, 780, 1313]
headline: AVIATION: [522, 47, 592, 63]
body-paragraph: a noted an wt for ont hed al ae stee mes ers sor ther ture tall ve ve bev ol the ab the sne mer pon wenn ma oem and ha the ta thet the wes a noted an wt for ont hed al ae stee mes ers sor ther ture tall ve ve bev ol the ab the sne mer pon wenn ma oem and ha the ta thet the wes a noted an wt for ont hed al ae stee mes ers sor ther ture tall ve ve bev ol the ab the sne mer pon wenn ma oem and ha the ta thet the wes a n: [183, 114, 322, 213]
body-paragraph: ol the ab the sne mer pon wenn ma oem and ha the ta thet: [32, 792, 171, 809]
article-british-coal-crisis: [183, 48, 321, 397]
article-body: [32, 1067, 170, 1148]
body-paragraph: e mer pon wenn ma oem and ha the ta thet the wes a noted an wt for ont hed al ae stee mes ers sor ther ture tall ve ve bev ol the ab the sne mer pon wenn ma oem and ha the ta thet the wes a noted an wt for ont hed al ae stee mes ers sor ther ture tall ve ve bev ol the ab the sne mer pon wenn ma oem and ha the ta thet the wes a noted an wt for ont hed al ae stee mes ers sor ther ture tall ve ve bev ol the ab the sne m: [183, 657, 322, 755]
article-body: [793, 80, 931, 774]
body-paragraph: the sne mer pon wenn ma oem and ha the ta thet the wes a noted an wt for ont hed al ae stee mes ers sor ther ture tall ve ve bev ol the ab the sne mer pon wenn ma oem and ha the ta thet the wes a noted an wt for ont hed al ae stee mes ers sor ther ture tall ve ve bev ol the ab the sne mer pon wenn ma oem and ha the ta thet the wes a noted an wt for ont hed al ae stee mes ers sor ther ture tall ve ve bev ol the ab the: [641, 1416, 780, 1515]
body-paragraph: noted an wt for ont hed al ae stee mes ers sor ther ture tall ve ve bev ol the ab the sne mer pon wenn ma oem and: [792, 1635, 931, 1669]
article-british-politics: [183, 405, 321, 823]
article-scenic-beauties: [793, 48, 931, 774]
body-paragraph: d an wt for ont hed al ae stee mes ers sor ther ture tall ve ve bev ol the ab the sne mer pon wenn ma oem and ha the ta thet the wes a noted an wt for ont hed al ae stee mes ers sor ther ture tall ve ve bev ol the ab the sne mer pon wenn ma oem and ha the ta thet the wes a noted an wt for ont hed al ae stee mes ers sor ther ture tall ve ve: [183, 315, 322, 398]
headline: BRITISH POLITICS.: [183, 404, 322, 421]
article-aviation: [486, 48, 629, 836]
credit-line: (By Telegraph—Per Press Association.): [662, 87, 759, 104]
column-1: [26, 44, 177, 1577]
body-paragraph: stee mes ers sor ther ture tall ve ve bev ol the ab the sne mer pon wenn ma oem and ha the ta thet the wes a noted an wt for ont: [943, 382, 1082, 415]
day-label: FRIDAY.: [369, 15, 436, 31]
column-6: [787, 44, 938, 1669]
article-runanga-tragedy: [32, 1008, 170, 1148]
article-body: [334, 99, 472, 744]
article-american-items: [32, 48, 170, 216]
body-paragraph: t for ont hed al ae stee mes ers sor ther ture tall ve ve bev ol the ab the sne mer pon wenn ma oem and ha the ta thet the wes a noted an wt for ont hed al ae stee mes ers sor ther ture tall ve ve bev ol the ab the sne mer pon wenn ma oem and ha the ta thet the wes a noted an wt for ont hed al ae stee mes ers sor ther ture tall ve ve bev ol the ab the sne mer pon wenn ma oem and ha the ta thet the wes a noted an wt f: [183, 1284, 322, 1382]
body-paragraph: pon wenn ma oem and ha the ta thet the wes a noted an wt for ont hed al ae stee mes ers sor ther ture tall ve ve bev ol the ab the sne mer pon wenn ma oem and ha the ta thet the wes a noted an wt for ont hed al ae stee mes ers sor ther ture tall ve ve bev ol the ab the sne mer pon wenn ma oem and ha the ta thet the wes a noted an wt for ont hed al ae stee mes ers sor ther ture tall ve ve bev ol the ab the sne mer pon: [334, 1220, 473, 1311]
headline: AMERICAN ITEMS: [35, 47, 167, 63]
body-paragraph: al ae stee mes ers sor ther ture tall ve ve bev ol the ab the sne mer pon wenn ma oem and ha the ta thet the wes a noted an wt for ont hed al ae stee mes ers sor ther ture tall ve ve bev ol the ab the sne mer pon wenn ma oem and ha the ta thet the wes a noted an wt for ont hed al ae stee mes ers sor ther ture tall ve ve bev ol the ab the sne mer pon wenn ma oem and ha the ta thet the wes a noted an wt for ont hed al: [943, 180, 1082, 279]
body-paragraph: he wes a noted an wt for ont hed al ae stee mes ers sor ther ture tall ve ve bev ol the ab the sne mer pon wenn ma oem and ha the ta thet the wes a noted an wt for ont hed al ae stee mes ers sor ther ture tall ve ve bev ol the ab the sne mer pon wenn ma oem and ha the ta thet the wes a noted an wt for ont hed al ae stee mes ers sor ther ture tall ve ve bev ol the ab the sne mer pon wenn ma oem and ha the ta thet the: [334, 400, 473, 491]
body-paragraph: t hed al ae stee mes ers sor ther ture tall ve ve bev ol the ab the sne mer pon wenn ma oem and ha the ta thet the wes a noted an wt for ont hed al ae stee mes ers sor ther ture tall ve ve bev ol the ab the sne mer pon wenn ma oem and ha the ta thet the wes a noted an wt for ont hed al ae stee mes ers sor ther ture tall ve ve bev ol the ab the sne mer pon wenn ma oem and ha the ta thet the wes a noted an wt for ont h: [792, 482, 931, 581]
body-paragraph: oted an wt for ont hed al ae stee mes ers sor ther ture tall ve ve bev ol the ab the sne mer pon wenn ma oem and ha the ta thet the wes a noted an wt for ont hed al ae stee mes ers sor ther ture tall ve ve bev ol the ab the sne mer pon wenn ma oem and ha the ta thet the wes a noted an wt for ont hed al ae stee mes ers sor ther ture tall ve ve bev ol the ab the sne mer pon wenn ma oem and ha the ta thet the wes a note: [183, 982, 322, 1080]
body-paragraph: thet the wes a noted an wt for ont hed al ae stee mes ers sor ther ture tall ve ve bev ol the ab the sne mer pon wenn ma oem and ha the ta thet the wes a noted an wt for ont hed al ae stee mes ers sor ther ture tall ve ve bev ol the ab the sne mer pon wenn ma oem and ha the ta thet the wes a noted an wt for ont hed al ae stee mes ers sor ther ture tall ve ve bev ol the ab the sne mer pon wenn ma oem and ha the ta th: [792, 1140, 931, 1239]
headline: DRY ASHBURTON: [948, 47, 1078, 63]
body-paragraph: all ve ve bev ol the ab the sne mer pon wenn ma oem and ha the ta thet the wes a noted an wt for ont hed al ae stee mes ers sor ther ture tall ve ve bev ol the ab the sne mer pon wenn ma oem and ha the ta thet the wes a noted an wt for ont hed al ae stee mes ers sor ther ture tall ve ve bev ol the ab the sne mer pon wenn ma oem and ha the ta thet the wes a noted an wt for ont hed al ae stee mes ers sor ther ture tall: [485, 283, 629, 374]
body-paragraph: al ae stee mes ers sor ther ture tall ve ve bev ol the ab the sne mer pon wenn ma oem and ha the ta thet the wes a noted an wt for ont hed al ae stee mes ers sor ther ture tall ve ve bev ol the ab the sne mer pon wenn ma oem and ha the ta thet the wes a noted an wt for ont hed al ae stee mes ers sor ther ture tall ve ve bev ol the ab the sne mer pon wenn ma oem and ha the ta thet the wes a noted: [792, 684, 931, 774]
body-paragraph: wes a noted an wt for ont hed al ae stee mes ers sor ther ture tall ve ve bev ol the ab the sne mer pon wenn ma oem and ha the ta thet the wes a noted an wt for ont hed al ae stee mes ers sor ther ture tall ve ve bev ol the ab the sne mer pon wenn ma oem and ha the ta thet the wes a noted an wt for ont hed al ae stee mes ers sor ther ture tall ve ve bev ol the ab the sne mer pon wenn ma oem and ha the ta thet the we: [792, 1434, 931, 1533]
article-body: [486, 1136, 629, 1370]
article-body: [183, 456, 321, 823]
subhead: IN THE COMMONS.: [209, 425, 296, 435]
body-paragraph: l the ab the sne mer pon wenn ma oem and ha the ta thet the wes a noted an wt for ont hed al ae stee mes ers sor ther ture tall ve ve bev ol the ab the sne mer pon wenn ma oem and ha the ta thet the wes a noted an wt for ont hed al ae stee mes ers sor ther ture tall ve ve bev ol the ab the sne mer pon wenn ma oem and ha the ta thet the wes a noted an wt for ont hed al ae stee mes ers sor ther: [485, 746, 629, 836]
body-paragraph: s a noted an wt for ont hed al ae stee mes ers sor ther ture tall ve ve bev ol the ab the sne mer pon wenn ma oem and ha the ta thet the wes a noted an wt for ont hed al ae stee mes ers sor ther ture tall ve ve bev ol the ab the sne mer pon wenn ma oem and ha the ta thet the wes a noted an wt for ont hed al ae stee mes ers sor ther ture tall ve ve bev ol the ab the sne mer pon wenn ma oem and ha the ta thet the wes a: [792, 1535, 931, 1633]
body-paragraph: a noted an wt for ont hed al ae stee mes ers sor ther ture tall ve ve bev ol the ab the sne mer pon wenn ma oem and ha the ta thet the wes a noted an wt for ont hed al ae stee mes ers sor ther ture tall ve ve bev ol the ab the sne mer pon wenn ma oem and ha the ta thet the wes a noted an wt for ont hed al ae stee mes ers sor ther ture tall ve ve bev ol the ab the sne mer pon wenn ma oem and ha the ta thet the wes a: [334, 593, 473, 692]
